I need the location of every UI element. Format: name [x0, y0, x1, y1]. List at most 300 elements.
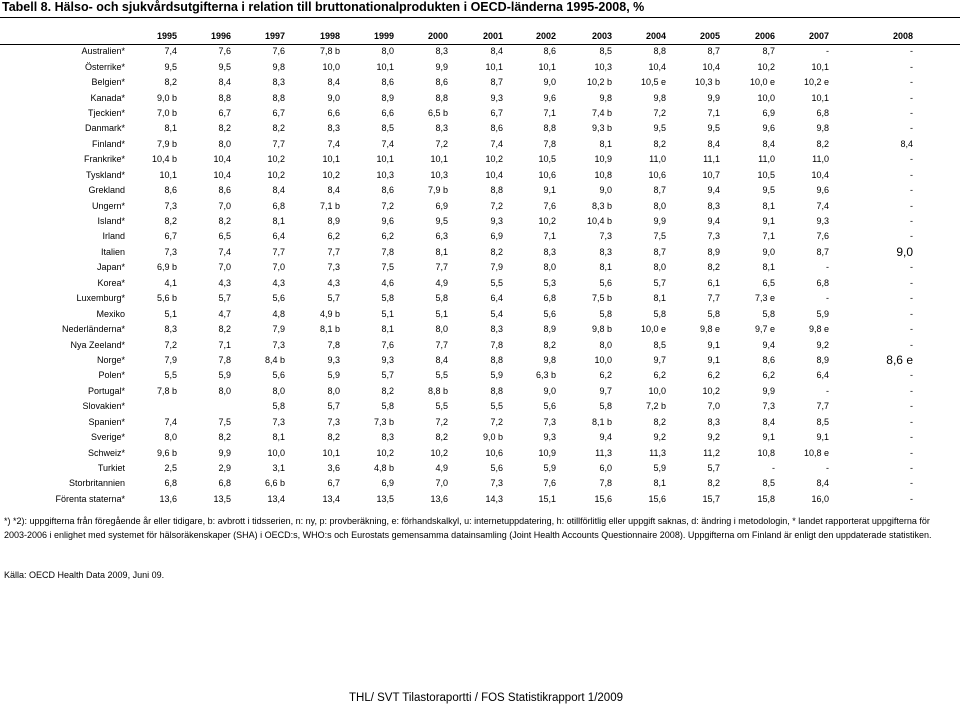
value-cell: 10,1	[159, 169, 177, 180]
value-cell: 9,3	[490, 92, 503, 103]
value-cell: 9,9	[435, 61, 448, 72]
value-cell: 7,3 b	[373, 416, 394, 427]
value-cell: -	[910, 77, 913, 88]
value-cell	[179, 399, 233, 414]
value-cell: 9,8	[272, 61, 285, 72]
value-cell: 10,2	[702, 385, 720, 396]
value-cell: 6,6	[327, 107, 340, 118]
value-cell: 8,9	[543, 324, 556, 335]
value-cell: 10,1	[538, 61, 556, 72]
value-cell: 9,0	[543, 385, 556, 396]
value-cell: 8,2	[816, 138, 829, 149]
value-cell: 14,3	[485, 493, 503, 504]
value-cell: 6,8	[272, 200, 285, 211]
value-cell: 7,8	[599, 478, 612, 489]
value-cell: 13,6	[159, 493, 177, 504]
value-cell: 6,4	[490, 293, 503, 304]
country-label: Spanien*	[88, 416, 125, 427]
value-cell: 16,0	[811, 493, 829, 504]
value-cell: 8,8	[490, 185, 503, 196]
value-cell: 5,8	[653, 308, 666, 319]
value-cell: 8,7	[707, 46, 720, 57]
value-cell: 6,2	[653, 370, 666, 381]
value-cell: 10,1	[811, 61, 829, 72]
value-cell: 8,0	[327, 385, 340, 396]
value-cell: 8,8	[653, 46, 666, 57]
table-row	[0, 260, 915, 275]
value-cell: 7,4	[218, 246, 231, 257]
value-cell: 6,2	[707, 370, 720, 381]
value-cell: 15,8	[757, 493, 775, 504]
value-cell: 10,1	[322, 447, 340, 458]
source-note: Källa: OECD Health Data 2009, Juni 09.	[4, 570, 165, 580]
value-cell: 7,0	[272, 262, 285, 273]
value-cell: 10,0	[648, 385, 666, 396]
value-cell: 8,4	[490, 46, 503, 57]
value-cell: 7,7	[435, 339, 448, 350]
value-cell: 6,5	[218, 231, 231, 242]
value-cell: 8,0	[164, 432, 177, 443]
country-label: Australien*	[81, 46, 125, 57]
value-cell: -	[910, 92, 913, 103]
value-cell: 5,6	[543, 308, 556, 319]
value-cell: -	[910, 308, 913, 319]
value-cell: 7,3	[272, 416, 285, 427]
value-cell: 5,9	[653, 463, 666, 474]
value-cell: 6,6 b	[264, 478, 285, 489]
value-cell: 8,8	[543, 123, 556, 134]
value-cell: 9,8	[543, 354, 556, 365]
value-cell: 8,9	[381, 92, 394, 103]
value-cell: 10,9	[538, 447, 556, 458]
value-cell: 8,2	[218, 324, 231, 335]
value-cell: 5,8	[381, 293, 394, 304]
value-cell: 5,9	[327, 370, 340, 381]
value-cell: -	[910, 185, 913, 196]
value-cell: 2,9	[218, 463, 231, 474]
value-cell: 5,8	[762, 308, 775, 319]
value-cell: 9,0 b	[156, 92, 177, 103]
value-cell: 13,6	[430, 493, 448, 504]
value-cell: 6,9	[381, 478, 394, 489]
value-cell: 7,6	[816, 231, 829, 242]
value-cell: 9,4	[599, 432, 612, 443]
value-cell: 10,4 b	[151, 154, 177, 165]
value-cell: 8,1	[762, 262, 775, 273]
value-cell: 8,4	[762, 416, 775, 427]
value-cell: 8,2	[707, 478, 720, 489]
table-row	[0, 75, 915, 90]
value-cell: 8,1	[164, 123, 177, 134]
value-cell: 8,2	[218, 432, 231, 443]
value-cell: 7,3	[543, 416, 556, 427]
value-cell: 9,4	[707, 216, 720, 227]
value-cell: 7,8	[218, 354, 231, 365]
value-cell: 4,3	[272, 277, 285, 288]
value-cell: 9,9	[762, 385, 775, 396]
value-cell: 8,3	[381, 432, 394, 443]
value-cell: 7,5 b	[591, 293, 612, 304]
value-cell: 7,2	[435, 138, 448, 149]
value-cell: 7,3	[272, 339, 285, 350]
year-header: 1995	[156, 31, 177, 41]
value-cell: 10,2 e	[803, 77, 829, 88]
value-cell: 7,0	[707, 401, 720, 412]
value-cell: 7,6	[272, 46, 285, 57]
value-cell: 7,1	[218, 339, 231, 350]
value-cell: 5,7	[381, 370, 394, 381]
country-label: Schweiz*	[87, 447, 125, 458]
value-cell: 8,7	[653, 246, 666, 257]
value-cell: 8,6 e	[886, 353, 913, 368]
value-cell: -	[910, 432, 913, 443]
value-cell: 5,6	[272, 370, 285, 381]
value-cell: 4,9 b	[319, 308, 340, 319]
value-cell: 5,9	[543, 463, 556, 474]
value-cell: 8,2	[490, 246, 503, 257]
table-row	[0, 121, 915, 136]
value-cell: 10,3	[376, 169, 394, 180]
value-cell: 10,2	[538, 216, 556, 227]
table-row	[0, 106, 915, 121]
year-header: 2003	[591, 31, 612, 41]
value-cell: 6,9	[435, 200, 448, 211]
value-cell: 8,2	[381, 385, 394, 396]
value-cell: 10,1	[485, 61, 503, 72]
value-cell: 7,5	[653, 231, 666, 242]
footnotes: *) *2): uppgifterna från föregående år eller tidigare, b: avbrott i tidsserien, n: ny, p: provberäkning, e: förhandskalkyl, u: internetuppdatering, h: otillförlitlig eller uppgift saknas, d: ändring i metodologin, * landet rapporterat uppgifterna för 2003-2006 i enlighet med systemet för hälsoräkenskaper (SHA) i OECD:s, WHO:s och Eurostats gemensamma datainsamling (Joint Health Accounts Questionnaire 2008). Uppgifterna om Finland är enligt den uppdaterade statistiken.	[4, 516, 932, 540]
value-cell: 7,3	[327, 262, 340, 273]
value-cell: -	[826, 293, 829, 304]
value-cell: 8,4 b	[264, 354, 285, 365]
value-cell: 8,3	[164, 324, 177, 335]
value-cell: 10,6	[648, 169, 666, 180]
value-cell: 8,2	[164, 77, 177, 88]
value-cell: 8,0	[599, 339, 612, 350]
value-cell: 4,6	[381, 277, 394, 288]
value-cell: 8,3	[435, 123, 448, 134]
country-label: Norge*	[96, 354, 125, 365]
value-cell: 8,0	[381, 46, 394, 57]
value-cell: 8,1	[762, 200, 775, 211]
country-label: Island*	[97, 216, 125, 227]
country-label: Nya Zeeland*	[70, 339, 125, 350]
value-cell: 9,8 b	[591, 324, 612, 335]
value-cell: 10,7	[702, 169, 720, 180]
year-header: 2004	[645, 31, 666, 41]
value-cell: 7,9	[272, 324, 285, 335]
value-cell: -	[910, 463, 913, 474]
value-cell: 8,4	[218, 77, 231, 88]
value-cell: 7,4	[164, 46, 177, 57]
table-row	[0, 291, 915, 306]
value-cell: 6,9	[490, 231, 503, 242]
value-cell: 5,7	[218, 293, 231, 304]
value-cell: 7,2	[164, 339, 177, 350]
value-cell: 8,2	[218, 216, 231, 227]
value-cell: 5,6	[490, 463, 503, 474]
value-cell: 9,1	[707, 354, 720, 365]
value-cell: -	[910, 123, 913, 134]
value-cell: 6,9 b	[156, 262, 177, 273]
value-cell: 9,0	[762, 246, 775, 257]
value-cell: 7,0	[218, 200, 231, 211]
value-cell: 10,3	[594, 61, 612, 72]
country-label: Portugal*	[87, 385, 125, 396]
value-cell: -	[910, 231, 913, 242]
value-cell: 7,9	[490, 262, 503, 273]
country-label: Storbritannien	[68, 478, 125, 489]
year-header: 2001	[482, 31, 503, 41]
value-cell: 8,7	[490, 77, 503, 88]
table-row	[0, 214, 915, 229]
value-cell: 8,6	[381, 185, 394, 196]
table-row	[0, 229, 915, 244]
value-cell: 8,8	[272, 92, 285, 103]
value-cell: 10,2 b	[586, 77, 612, 88]
value-cell: 10,8	[594, 169, 612, 180]
value-cell: 6,2	[762, 370, 775, 381]
value-cell: 5,7	[707, 463, 720, 474]
value-cell: 8,0	[435, 324, 448, 335]
value-cell: 6,2	[327, 231, 340, 242]
value-cell: 8,2	[653, 416, 666, 427]
country-label: Italien	[100, 246, 125, 257]
value-cell: -	[910, 385, 913, 396]
value-cell: 10,4	[213, 154, 231, 165]
value-cell: 6,0	[599, 463, 612, 474]
value-cell: 7,6	[218, 46, 231, 57]
value-cell: 8,6	[435, 77, 448, 88]
value-cell: 8,8	[490, 354, 503, 365]
value-cell: -	[910, 46, 913, 57]
table-title: Tabell 8. Hälso- och sjukvårdsutgifterna i relation till bruttonationalprodukten i OECD-länderna 1995-2008, %	[2, 0, 645, 14]
value-cell: 8,3	[707, 200, 720, 211]
table-row	[0, 137, 915, 152]
value-cell: 8,8	[490, 385, 503, 396]
value-cell: 7,1	[543, 231, 556, 242]
corner-cell	[0, 29, 128, 44]
value-cell: -	[826, 463, 829, 474]
value-cell: 5,1	[435, 308, 448, 319]
value-cell: 8,6	[164, 185, 177, 196]
value-cell: 8,0	[218, 385, 231, 396]
value-cell: 8,1 b	[591, 416, 612, 427]
value-cell: 4,8	[272, 308, 285, 319]
table-row	[0, 245, 915, 260]
value-cell: 6,7	[490, 107, 503, 118]
table-row	[0, 399, 915, 414]
value-cell: 6,7	[164, 231, 177, 242]
year-header: 1996	[210, 31, 231, 41]
value-cell: 2,5	[164, 463, 177, 474]
value-cell: 7,8	[327, 339, 340, 350]
value-cell: 6,9	[762, 107, 775, 118]
value-cell: 9,4	[707, 185, 720, 196]
value-cell: 11,0	[758, 154, 775, 165]
table-row	[0, 183, 915, 198]
value-cell: 9,0 b	[482, 432, 503, 443]
value-cell: 8,3	[327, 123, 340, 134]
value-cell: 9,3	[543, 432, 556, 443]
value-cell: 5,7	[653, 277, 666, 288]
value-cell: 8,3	[599, 246, 612, 257]
value-cell: 10,1	[376, 61, 394, 72]
country-label: Tyskland*	[85, 169, 125, 180]
value-cell: 10,5	[538, 154, 556, 165]
value-cell: 10,4 b	[586, 216, 612, 227]
value-cell: 6,8	[816, 277, 829, 288]
value-cell: -	[910, 262, 913, 273]
value-cell: -	[910, 370, 913, 381]
value-cell: 8,4	[272, 185, 285, 196]
value-cell: -	[772, 463, 775, 474]
value-cell: 9,6	[381, 216, 394, 227]
value-cell: 8,1	[435, 246, 448, 257]
value-cell: 6,8	[218, 478, 231, 489]
country-label: Österrike*	[84, 61, 125, 72]
value-cell: 10,4	[811, 169, 829, 180]
value-cell: 8,0	[653, 200, 666, 211]
table-row	[0, 322, 915, 337]
value-cell: 8,2	[218, 123, 231, 134]
value-cell: -	[910, 493, 913, 504]
year-header: 1997	[264, 31, 285, 41]
value-cell: 8,1	[381, 324, 394, 335]
data-table	[0, 29, 915, 507]
value-cell: 8,4	[900, 138, 913, 149]
value-cell: 8,7	[762, 46, 775, 57]
value-cell: 10,1	[811, 92, 829, 103]
value-cell: 8,4	[816, 478, 829, 489]
value-cell: 6,3 b	[535, 370, 556, 381]
value-cell: 9,3	[381, 354, 394, 365]
value-cell: 7,6	[543, 200, 556, 211]
value-cell: 9,6	[816, 185, 829, 196]
value-cell: 10,4	[648, 61, 666, 72]
value-cell: 8,0	[218, 138, 231, 149]
year-header: 2002	[535, 31, 556, 41]
value-cell: 10,2	[322, 169, 340, 180]
country-label: Mexiko	[96, 308, 125, 319]
value-cell: 9,1	[543, 185, 556, 196]
value-cell: 9,4	[762, 339, 775, 350]
value-cell: 8,0	[272, 385, 285, 396]
value-cell: 8,0	[653, 262, 666, 273]
value-cell: 9,2	[816, 339, 829, 350]
value-cell: 8,5	[762, 478, 775, 489]
value-cell: 8,3	[490, 324, 503, 335]
value-cell: -	[910, 107, 913, 118]
table-row	[0, 59, 915, 74]
value-cell: 9,0	[543, 77, 556, 88]
table-row	[0, 384, 915, 399]
value-cell: 10,5	[757, 169, 775, 180]
value-cell: 7,2 b	[645, 401, 666, 412]
value-cell: 9,2	[707, 432, 720, 443]
value-cell: 9,5	[218, 61, 231, 72]
value-cell: 6,2	[381, 231, 394, 242]
value-cell: 6,2	[599, 370, 612, 381]
value-cell: 5,8	[435, 293, 448, 304]
value-cell: 8,0	[543, 262, 556, 273]
value-cell: 10,0	[267, 447, 285, 458]
value-cell: 9,6	[543, 92, 556, 103]
value-cell: 7,0	[435, 478, 448, 489]
country-label: Korea*	[97, 277, 125, 288]
value-cell: 8,4	[327, 185, 340, 196]
value-cell: 8,6	[218, 185, 231, 196]
table-row	[0, 368, 915, 383]
value-cell: 5,6 b	[156, 293, 177, 304]
value-cell: 13,4	[267, 493, 285, 504]
value-cell: 8,3	[707, 416, 720, 427]
value-cell: 8,2	[272, 123, 285, 134]
country-label: Tjeckien*	[87, 107, 125, 118]
value-cell: -	[910, 339, 913, 350]
value-cell: 7,4	[327, 138, 340, 149]
value-cell: 9,8 e	[808, 324, 829, 335]
value-cell: 4,9	[435, 463, 448, 474]
value-cell: 8,5	[816, 416, 829, 427]
value-cell: 6,3	[435, 231, 448, 242]
value-cell: 15,6	[594, 493, 612, 504]
value-cell: 7,2	[490, 416, 503, 427]
value-cell: 10,5 e	[640, 77, 666, 88]
value-cell: 7,4	[490, 138, 503, 149]
value-cell: 9,1	[762, 432, 775, 443]
value-cell: 4,8 b	[373, 463, 394, 474]
value-cell: 5,8	[599, 308, 612, 319]
country-label: Grekland	[88, 185, 125, 196]
value-cell: -	[910, 416, 913, 427]
value-cell: 8,9	[707, 246, 720, 257]
value-cell: 7,2	[653, 107, 666, 118]
value-cell: -	[910, 216, 913, 227]
value-cell: 7,6	[381, 339, 394, 350]
value-cell: 8,8 b	[427, 385, 448, 396]
value-cell: 9,6 b	[156, 447, 177, 458]
value-cell: 10,0	[757, 92, 775, 103]
year-header: 2005	[699, 31, 720, 41]
country-label: Nederländerna*	[61, 324, 125, 335]
value-cell: 8,4	[762, 138, 775, 149]
table-row	[0, 152, 915, 167]
value-cell: 5,8	[599, 401, 612, 412]
value-cell: 15,7	[702, 493, 720, 504]
country-label: Belgien*	[91, 77, 125, 88]
value-cell: 9,3 b	[591, 123, 612, 134]
value-cell: 9,1	[816, 432, 829, 443]
value-cell: 6,5	[762, 277, 775, 288]
country-label: Kanada*	[90, 92, 125, 103]
value-cell: 8,4	[435, 354, 448, 365]
value-cell: 5,9	[490, 370, 503, 381]
value-cell: 11,3	[595, 447, 612, 458]
value-cell: 5,6	[599, 277, 612, 288]
year-header: 1999	[373, 31, 394, 41]
country-label: Frankrike*	[83, 154, 125, 165]
country-label: Ungern*	[91, 200, 125, 211]
value-cell: 7,0 b	[156, 107, 177, 118]
table-row	[0, 415, 915, 430]
value-cell: 8,3	[435, 46, 448, 57]
value-cell: 10,3 b	[694, 77, 720, 88]
value-cell: 8,7	[653, 185, 666, 196]
value-cell: 8,6	[381, 77, 394, 88]
value-cell: 8,5	[381, 123, 394, 134]
value-cell: 7,3	[762, 401, 775, 412]
